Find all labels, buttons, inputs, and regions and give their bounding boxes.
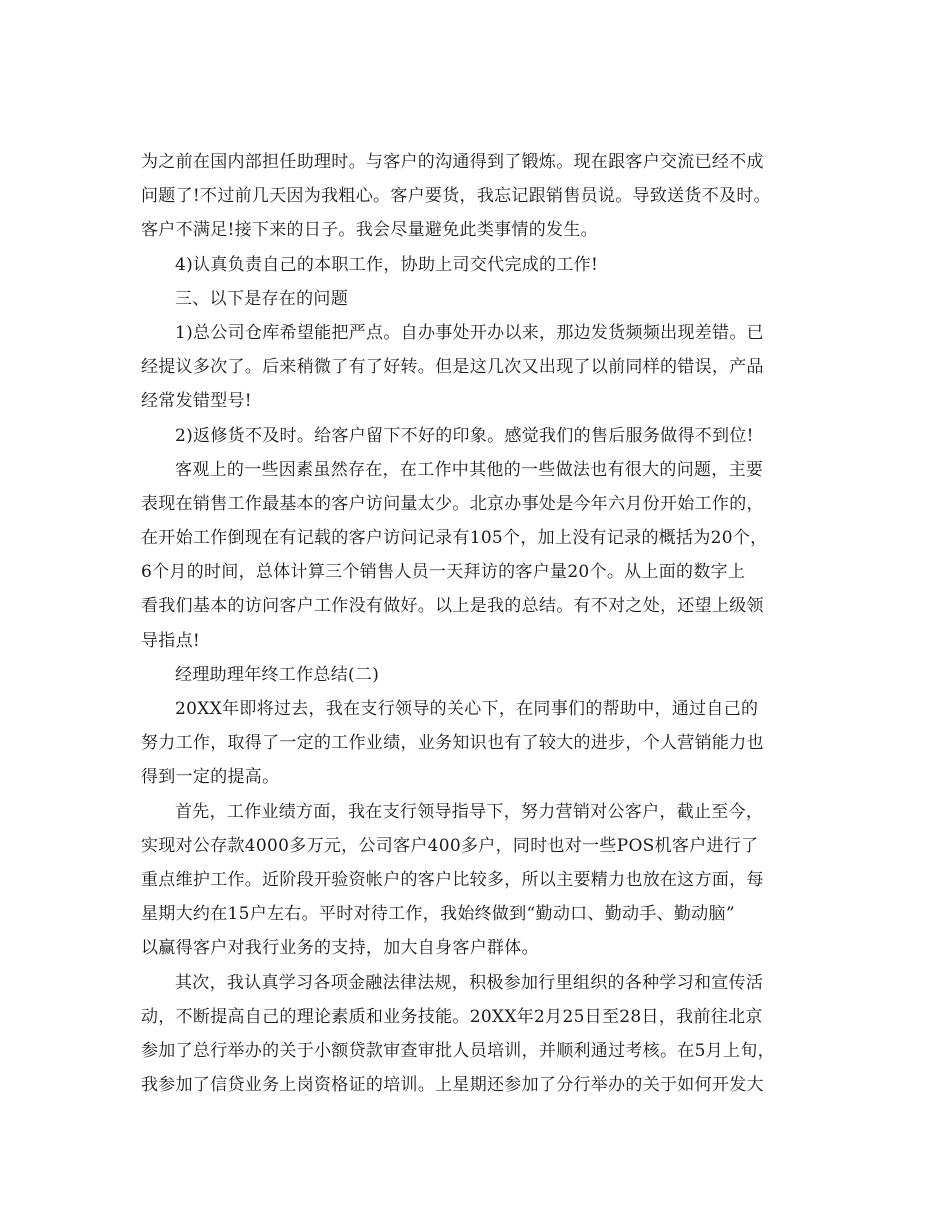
text-line: 实现对公存款4000多万元，公司客户400多户，同时也对一些POS机客户进行了 <box>141 835 759 856</box>
text-line: 20XX年即将过去，我在支行领导的关心下，在同事们的帮助中，通过自己的 <box>175 699 759 719</box>
text-line: 6个月的时间，总体计算三个销售人员一天拜访的客户量20个。从上面的数字上 <box>141 562 746 583</box>
text-line: 4)认真负责自己的本职工作，协助上司交代完成的工作! <box>175 254 599 275</box>
text-line: 首先，工作业绩方面，我在支行领导指导下，努力营销对公客户，截止至今， <box>175 801 764 822</box>
text-line: 导指点! <box>141 630 201 651</box>
text-line: 客户不满足!接下来的日子。我会尽量避免此类事情的发生。 <box>141 220 598 241</box>
text-line: 经常发错型号! <box>141 391 252 412</box>
text-line: 表现在销售工作最基本的客户访问量太少。北京办事处是今年六月份开始工作的， <box>141 493 764 514</box>
text-line: 1)总公司仓库希望能把严点。自办事处开办以来，那边发货频频出现差错。已 <box>175 322 764 343</box>
text-line: 问题了!不过前几天因为我粗心。客户要货，我忘记跟销售员说。导致送货不及时。 <box>141 186 771 207</box>
text-line: 2)返修货不及时。给客户留下不好的印象。感觉我们的售后服务做得不到位! <box>175 425 754 446</box>
text-line: 经提议多次了。后来稍微了有了好转。但是这几次又出现了以前同样的错误，产品 <box>141 357 764 378</box>
text-line: 星期大约在15户左右。平时对待工作，我始终做到“勤动口、勤动手、勤动脑” <box>141 904 735 925</box>
document-body <box>141 145 821 1102</box>
text-line: 努力工作，取得了一定的工作业绩，业务知识也有了较大的进步，个人营销能力也 <box>141 733 764 754</box>
text-line: 以赢得客户对我行业务的支持，加大自身客户群体。 <box>141 938 539 959</box>
text-line: 在开始工作倒现在有记载的客户访问记录有105个，加上没有记录的概括为20个， <box>141 528 768 549</box>
text-line: 动，不断提高自己的理论素质和业务技能。20XX年2月25日至28日，我前往北京 <box>141 1006 763 1027</box>
text-line: 看我们基本的访问客户工作没有做好。以上是我的总结。有不对之处，还望上级领 <box>141 596 764 617</box>
text-line: 得到一定的提高。 <box>141 767 280 788</box>
text-line: 参加了总行举办的关于小额贷款审查审批人员培训，并顺利通过考核。在5月上旬， <box>141 1040 775 1061</box>
text-line: 重点维护工作。近阶段开验资帐户的客户比较多，所以主要精力也放在这方面，每 <box>141 869 764 890</box>
text-line: 客观上的一些因素虽然存在，在工作中其他的一些做法也有很大的问题，主要 <box>175 459 764 480</box>
text-line: 我参加了信贷业务上岗资格证的培训。上星期还参加了分行举办的关于如何开发大 <box>141 1075 764 1096</box>
text-line: 经理助理年终工作总结(二) <box>175 664 380 685</box>
text-line: 三、以下是存在的问题 <box>175 288 348 309</box>
text-line: 为之前在国内部担任助理时。与客户的沟通得到了锻炼。现在跟客户交流已经不成 <box>141 152 764 172</box>
text-line: 其次，我认真学习各项金融法律法规，积极参加行里组织的各种学习和宣传活 <box>175 972 764 993</box>
